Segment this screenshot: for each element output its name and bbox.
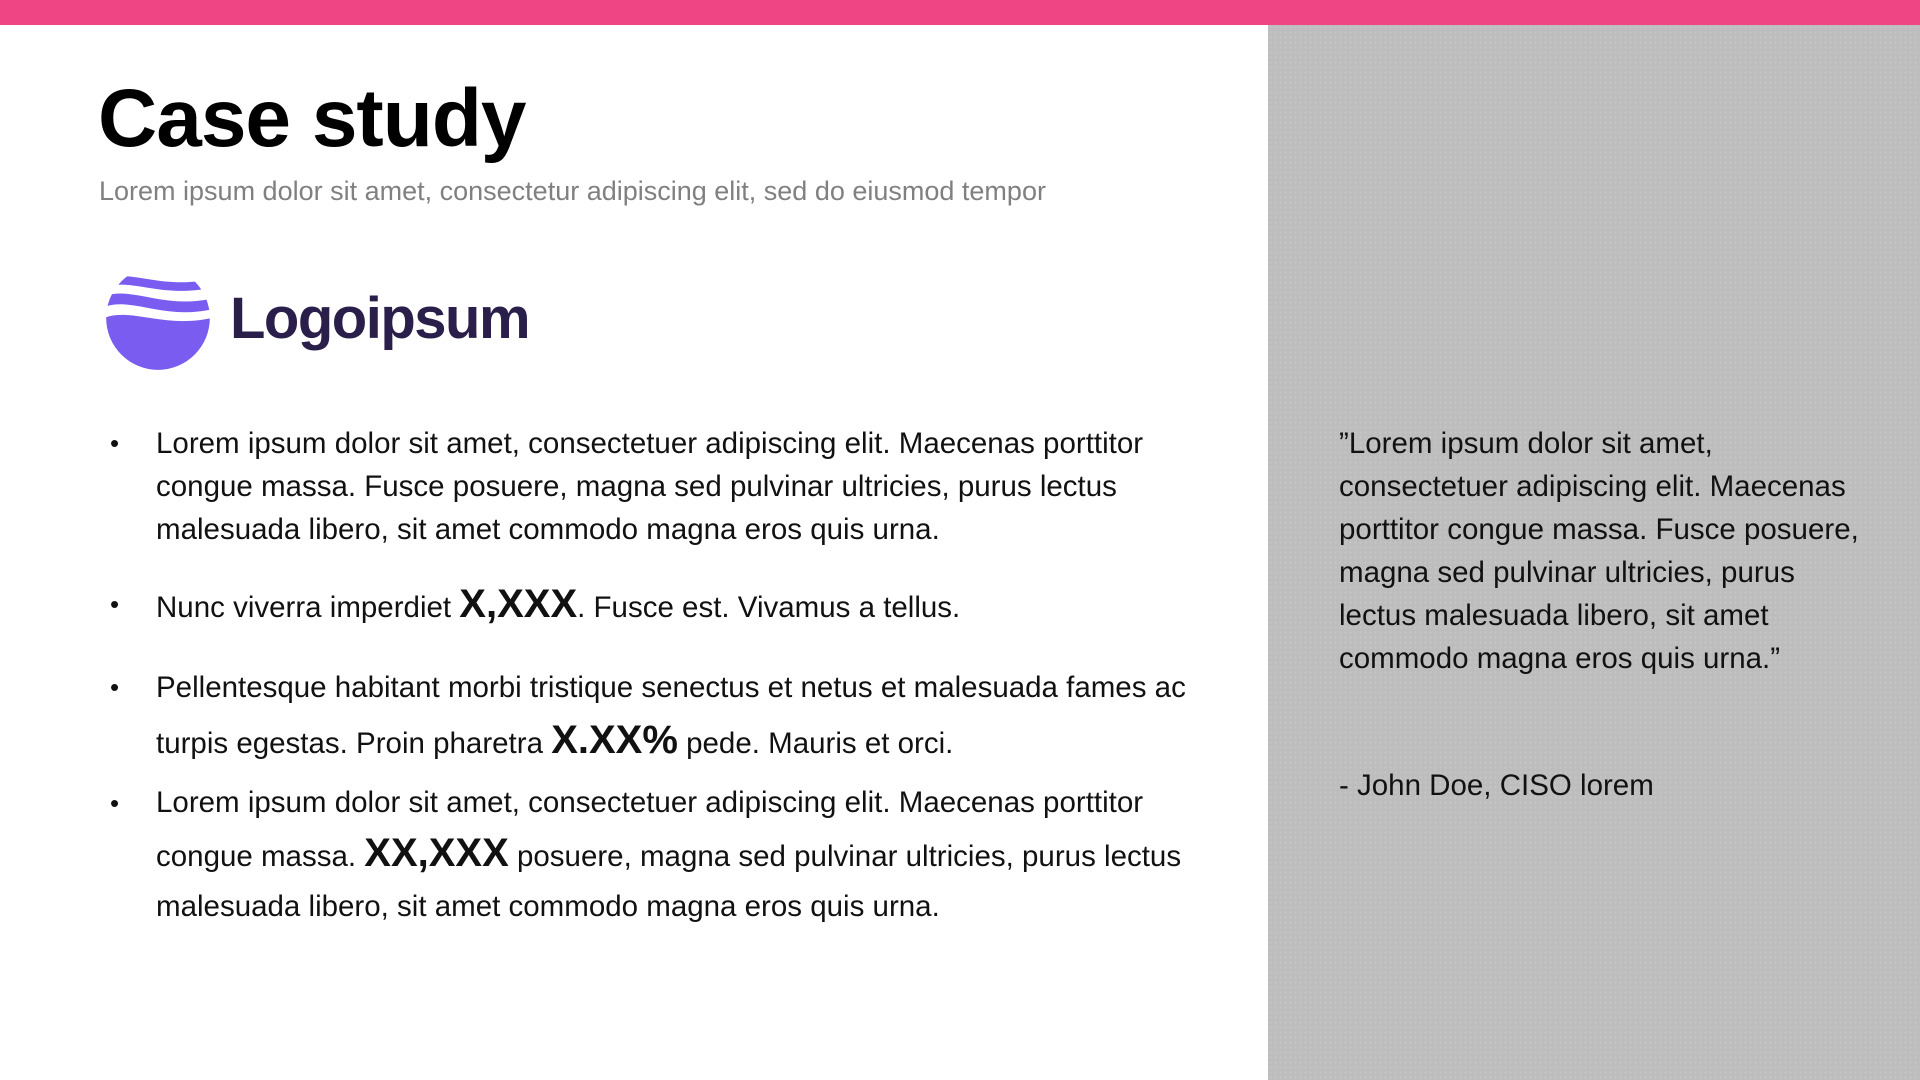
metric-value: X.XX%	[551, 718, 678, 762]
page-subtitle: Lorem ipsum dolor sit amet, consectetur adipiscing elit, sed do eiusmod tempor	[99, 176, 1046, 206]
metric-value: X,XXX	[459, 582, 578, 626]
bullet-list	[108, 422, 1248, 964]
testimonial-quote: ”Lorem ipsum dolor sit amet, consectetuer adipiscing elit. Maecenas porttitor congue massa. Fusce posuere, magna sed pulvinar ultricies, purus lectus malesuada libero, sit amet commodo magna eros quis urna.”	[1339, 427, 1859, 675]
metric-value: XX,XXX	[364, 831, 509, 875]
bullet-item: • Lorem ipsum dolor sit amet, consectetuer adipiscing elit. Maecenas porttitor congue massa. XX,XXX posuere, magna sed pulvinar ultricies, purus lectus malesuada libero, sit amet commodo magna eros quis urna.	[108, 778, 1248, 932]
company-logo	[104, 264, 529, 372]
bullet-item: • Pellentesque habitant morbi tristique senectus et netus et malesuada fames ac turpis egestas. Proin pharetra X.XX% pede. Mauris et orci.	[108, 661, 1248, 770]
testimonial-author: - John Doe, CISO lorem	[1339, 769, 1654, 802]
bullet-item: • Nunc viverra imperdiet X,XXX. Fusce est. Vivamus a tellus.	[108, 583, 1248, 629]
page-title: Case study	[98, 73, 526, 164]
logo-text: Logoipsum	[230, 285, 530, 351]
wave-globe-icon	[104, 264, 212, 372]
accent-bar	[0, 0, 1920, 25]
bullet-item: • Lorem ipsum dolor sit amet, consectetuer adipiscing elit. Maecenas porttitor congue massa. Fusce posuere, magna sed pulvinar ultricies, purus lectus malesuada libero, sit amet commodo magna eros quis urna.	[108, 422, 1248, 551]
